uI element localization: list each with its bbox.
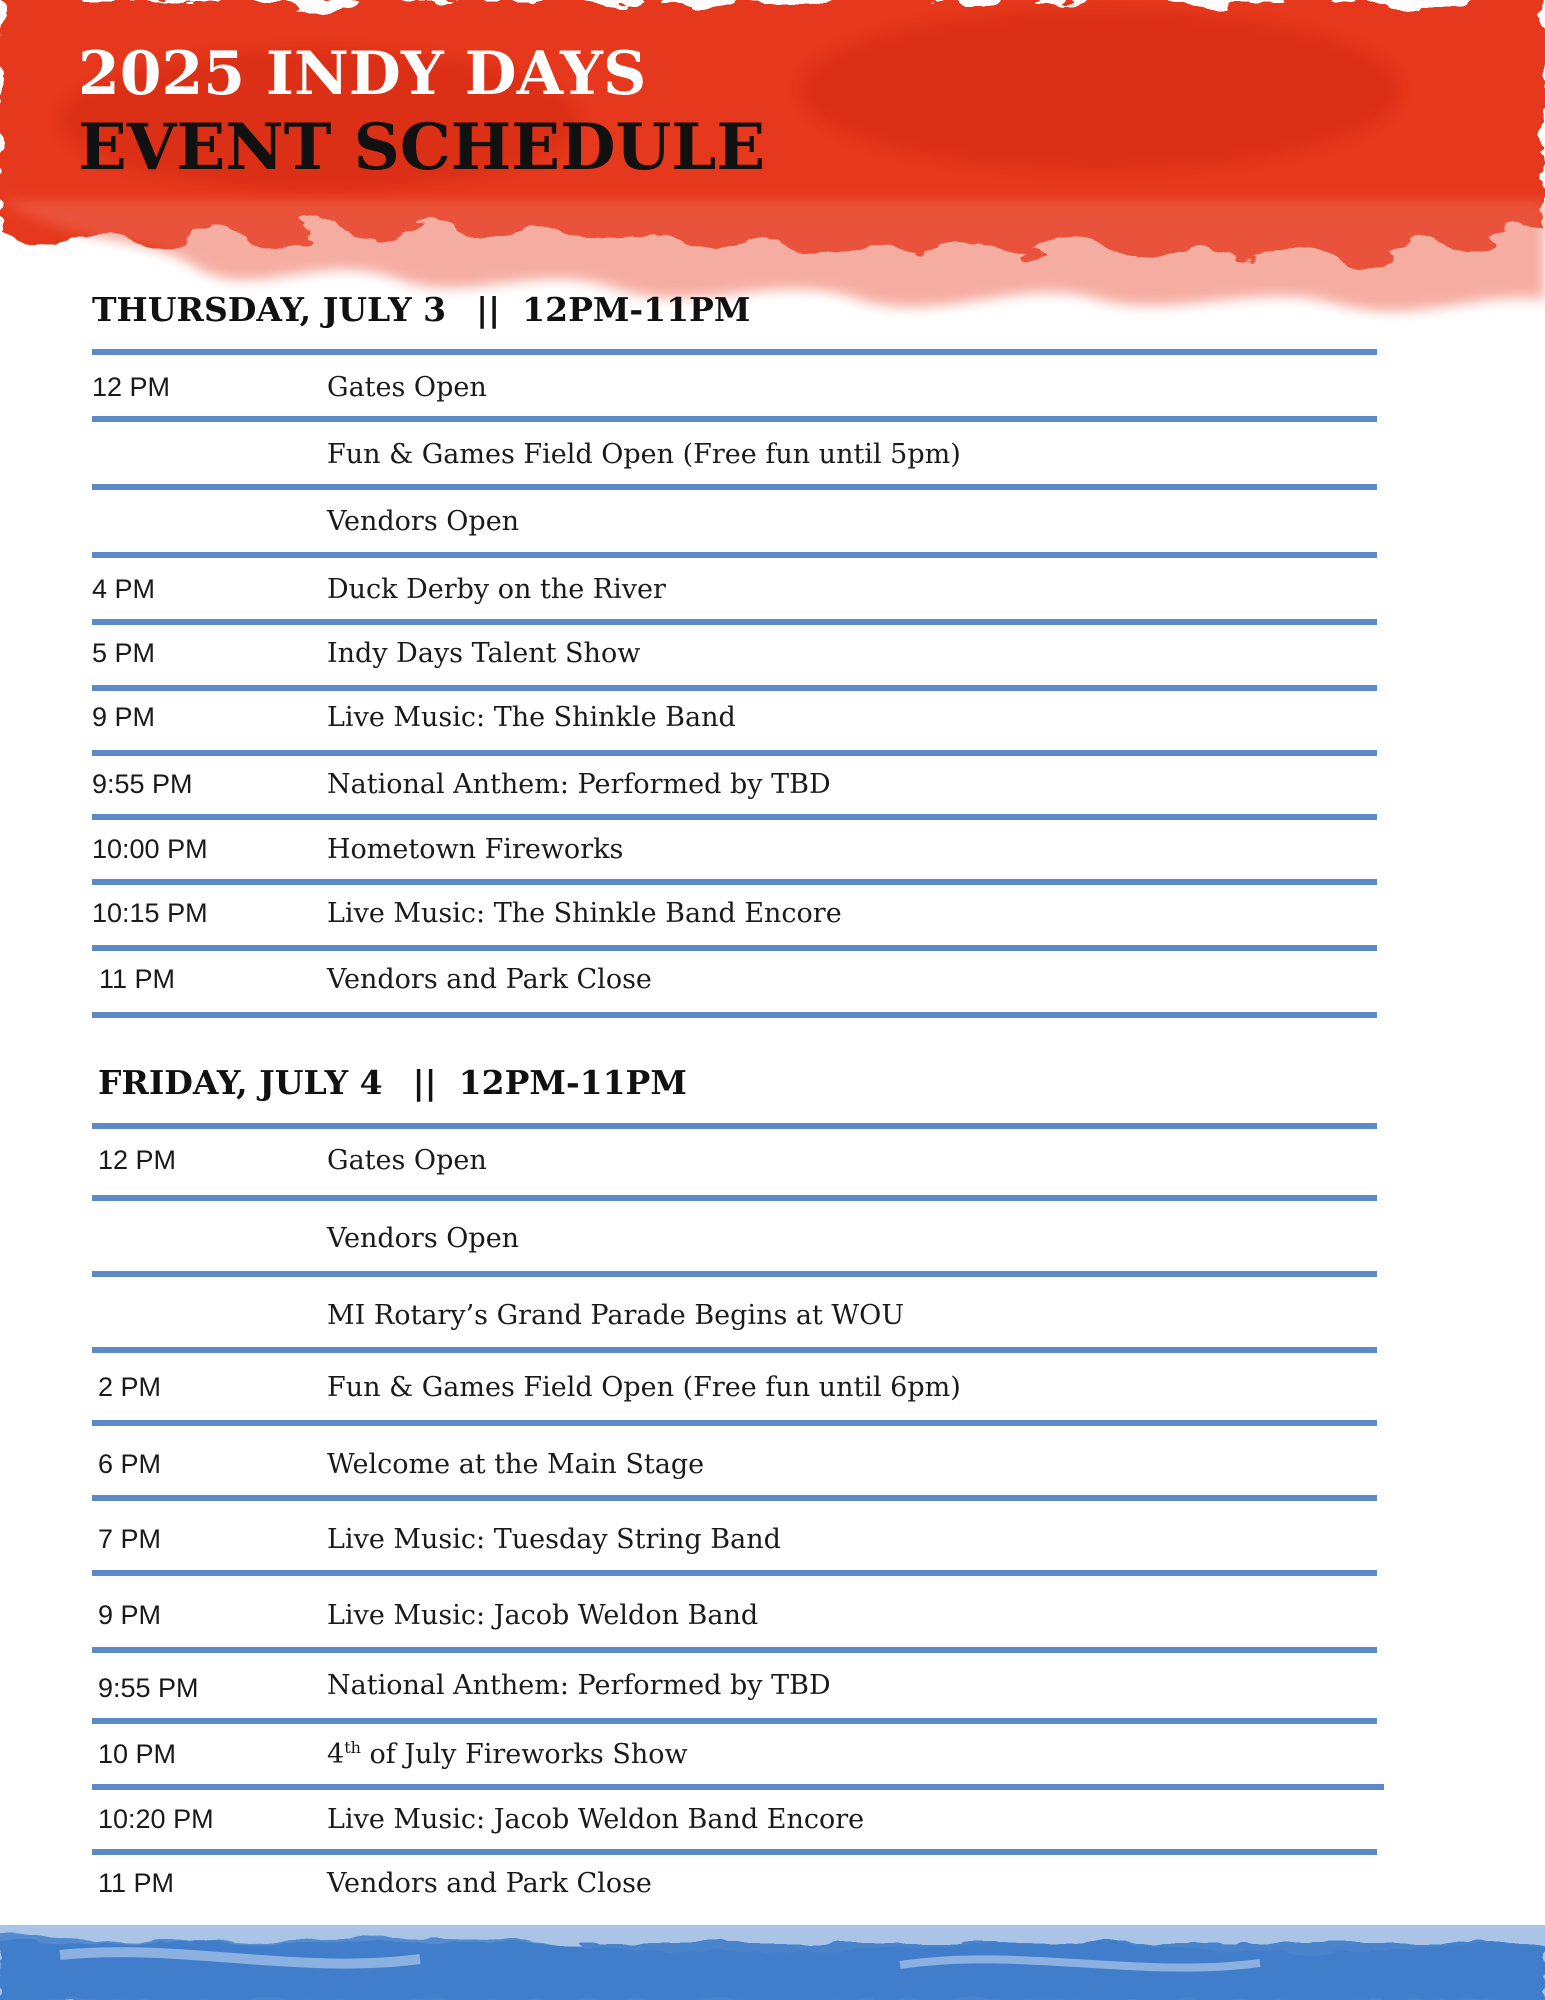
row-event: MI Rotary’s Grand Parade Begins at WOU: [327, 1300, 905, 1331]
event-text: of July Fireworks Show: [360, 1739, 688, 1770]
row-time: 10 PM: [98, 1739, 177, 1769]
divider: [92, 1123, 1377, 1129]
row-event: Hometown Fireworks: [327, 834, 624, 865]
friday-header: [98, 1063, 687, 1102]
row-event: Vendors Open: [327, 1223, 520, 1254]
row-event: Duck Derby on the River: [327, 574, 666, 605]
divider: [92, 1420, 1377, 1426]
day-hours: 12PM-11PM: [458, 1063, 687, 1102]
row-time: 10:15 PM: [92, 898, 208, 928]
row-time: 11 PM: [98, 1868, 175, 1898]
row-event: Live Music: Jacob Weldon Band Encore: [327, 1804, 865, 1835]
row-time: 7 PM: [98, 1524, 162, 1554]
day-label: THURSDAY, JULY 3: [92, 290, 447, 329]
ordinal-suffix: th: [344, 1738, 361, 1757]
row-time: 12 PM: [98, 1145, 177, 1175]
row-time: 12 PM: [92, 372, 171, 402]
row-event: Vendors and Park Close: [327, 1868, 652, 1899]
divider: [92, 619, 1377, 625]
title-line-1: 2025 INDY DAYS: [78, 39, 647, 109]
row-event: Gates Open: [327, 372, 487, 403]
row-time: 9 PM: [92, 702, 156, 732]
divider: [92, 750, 1377, 756]
divider: [92, 1347, 1377, 1353]
divider: [92, 879, 1377, 885]
row-time: 6 PM: [98, 1449, 162, 1479]
blue-watercolor-band: [0, 1925, 1545, 2000]
page-title: [78, 38, 765, 186]
divider: [92, 945, 1377, 951]
row-time: 10:00 PM: [92, 834, 208, 864]
day-label: FRIDAY, JULY 4: [98, 1063, 383, 1102]
row-time: 9:55 PM: [98, 1673, 199, 1703]
divider: [92, 1784, 1384, 1790]
row-event: National Anthem: Performed by TBD: [327, 1670, 831, 1701]
row-event: Live Music: Jacob Weldon Band: [327, 1600, 759, 1631]
divider: [92, 552, 1377, 558]
title-line-2: EVENT SCHEDULE: [78, 110, 766, 185]
divider: [92, 1849, 1377, 1855]
divider: [92, 484, 1377, 490]
divider: [92, 685, 1377, 691]
row-time: 2 PM: [98, 1372, 162, 1402]
row-time: 9 PM: [98, 1600, 162, 1630]
divider: [92, 1718, 1377, 1724]
divider: [92, 1012, 1377, 1018]
ordinal-number: 4: [327, 1739, 345, 1770]
divider: [92, 814, 1377, 820]
row-event: Indy Days Talent Show: [327, 638, 641, 669]
row-event: Gates Open: [327, 1145, 487, 1176]
divider: [92, 1570, 1377, 1576]
divider: [92, 416, 1377, 422]
row-event: Live Music: The Shinkle Band Encore: [327, 898, 842, 929]
divider: [92, 1271, 1377, 1277]
row-time: 10:20 PM: [98, 1804, 214, 1834]
row-event: Welcome at the Main Stage: [327, 1449, 705, 1480]
row-event: Live Music: Tuesday String Band: [327, 1524, 781, 1555]
row-event: Vendors Open: [327, 506, 520, 537]
separator: ||: [412, 1063, 437, 1102]
divider: [92, 1495, 1377, 1501]
row-time: 9:55 PM: [92, 769, 193, 799]
divider: [92, 1195, 1377, 1201]
row-event: Live Music: The Shinkle Band: [327, 702, 736, 733]
row-event-fireworks: [327, 1739, 688, 1770]
row-event: Vendors and Park Close: [327, 964, 652, 995]
day-hours: 12PM-11PM: [522, 290, 751, 329]
row-event: Fun & Games Field Open (Free fun until 6pm): [327, 1372, 961, 1403]
row-time: 5 PM: [92, 638, 156, 668]
divider: [92, 1647, 1377, 1653]
row-time: 4 PM: [92, 574, 156, 604]
separator: ||: [476, 290, 501, 329]
row-event: Fun & Games Field Open (Free fun until 5pm): [327, 439, 961, 470]
row-event: National Anthem: Performed by TBD: [327, 769, 831, 800]
divider: [92, 349, 1377, 355]
thursday-header: [92, 290, 750, 329]
row-time: 11 PM: [99, 964, 176, 994]
